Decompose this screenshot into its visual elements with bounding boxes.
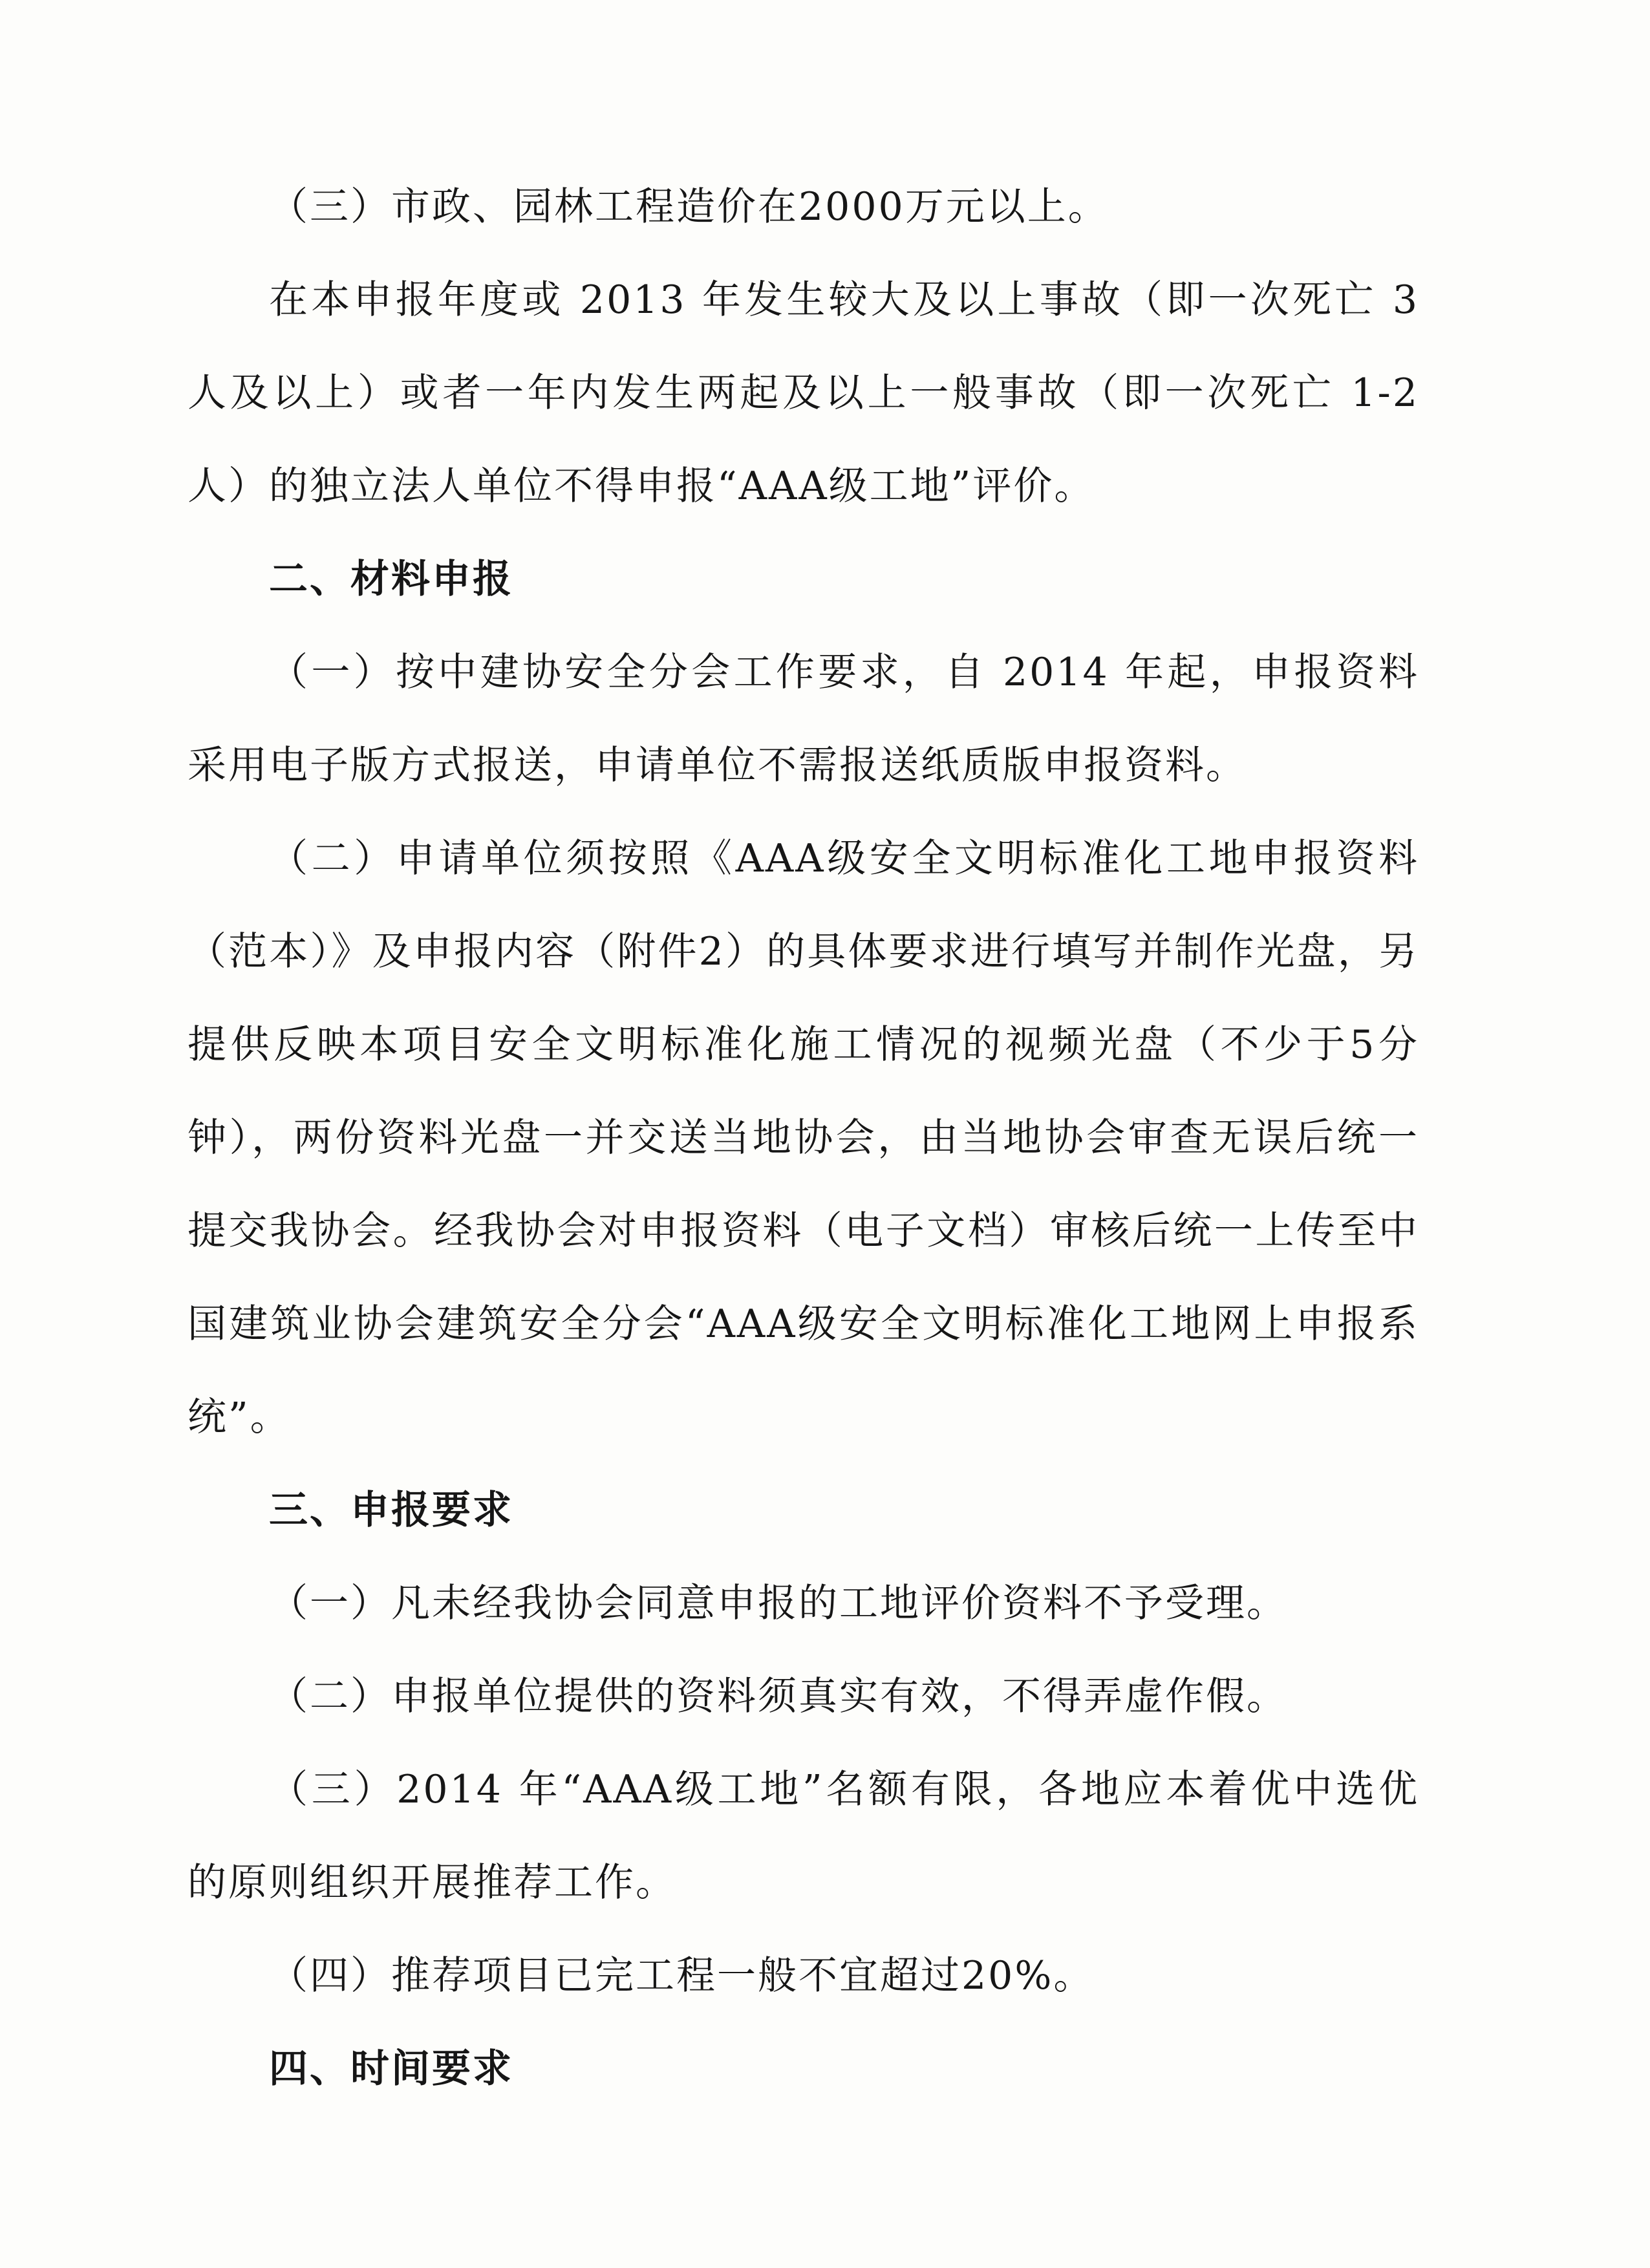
heading-text: 三、申报要求 bbox=[269, 1488, 513, 1533]
paragraph-text: （一）凡未经我协会同意申报的工地评价资料不予受理。 bbox=[269, 1581, 1287, 1626]
section-heading-time bbox=[188, 2022, 1419, 2115]
paragraph-text: （四）推荐项目已完工程一般不宜超过20%。 bbox=[269, 1953, 1095, 1998]
paragraph-text: 在本申报年度或 2013 年发生较大及以上事故（即一次死亡 3 人及以上）或者一年内发生两起及以上一般事故（即一次死亡 1-2 人）的独立法人单位不得申报“AAA级工地”评价。 bbox=[188, 277, 1419, 509]
paragraph-text: （三）2014 年“AAA级工地”名额有限，各地应本着优中选优的原则组织开展推荐工作。 bbox=[188, 1767, 1419, 1905]
section-heading-materials bbox=[188, 533, 1419, 626]
paragraph-text: （二）申请单位须按照《AAA级安全文明标准化工地申报资料（范本）》及申报内容（附件2）的具体要求进行填写并制作光盘，另提供反映本项目安全文明标准化施工情况的视频光盘（不少于5分钟），两份资料光盘一并交送当地协会，由当地协会审查无误后统一提交我协会。经我协会对申报资料（电子文档）审核后统一上传至中国建筑业协会建筑安全分会“AAA级安全文明标准化工地网上申报系统”。 bbox=[188, 836, 1419, 1440]
paragraph-requirement-2 bbox=[188, 1650, 1419, 1743]
heading-text: 四、时间要求 bbox=[269, 2046, 513, 2091]
paragraph-requirement-4 bbox=[188, 1929, 1419, 2022]
paragraph-text: （二）申报单位提供的资料须真实有效，不得弄虚作假。 bbox=[269, 1674, 1287, 1719]
paragraph-municipal-cost bbox=[188, 160, 1419, 253]
paragraph-requirement-1 bbox=[188, 1557, 1419, 1650]
paragraph-electronic-submission bbox=[188, 626, 1419, 812]
paragraph-requirement-3 bbox=[188, 1743, 1419, 1929]
paragraph-disc-requirements bbox=[188, 812, 1419, 1464]
paragraph-text: （三）市政、园林工程造价在2000万元以上。 bbox=[269, 184, 1109, 230]
section-heading-requirements bbox=[188, 1464, 1419, 1557]
paragraph-text: （一）按中建协安全分会工作要求，自 2014 年起，申报资料采用电子版方式报送，申请单位不需报送纸质版申报资料。 bbox=[188, 650, 1419, 788]
heading-text: 二、材料申报 bbox=[269, 557, 513, 602]
paragraph-accident-restriction bbox=[188, 253, 1419, 533]
